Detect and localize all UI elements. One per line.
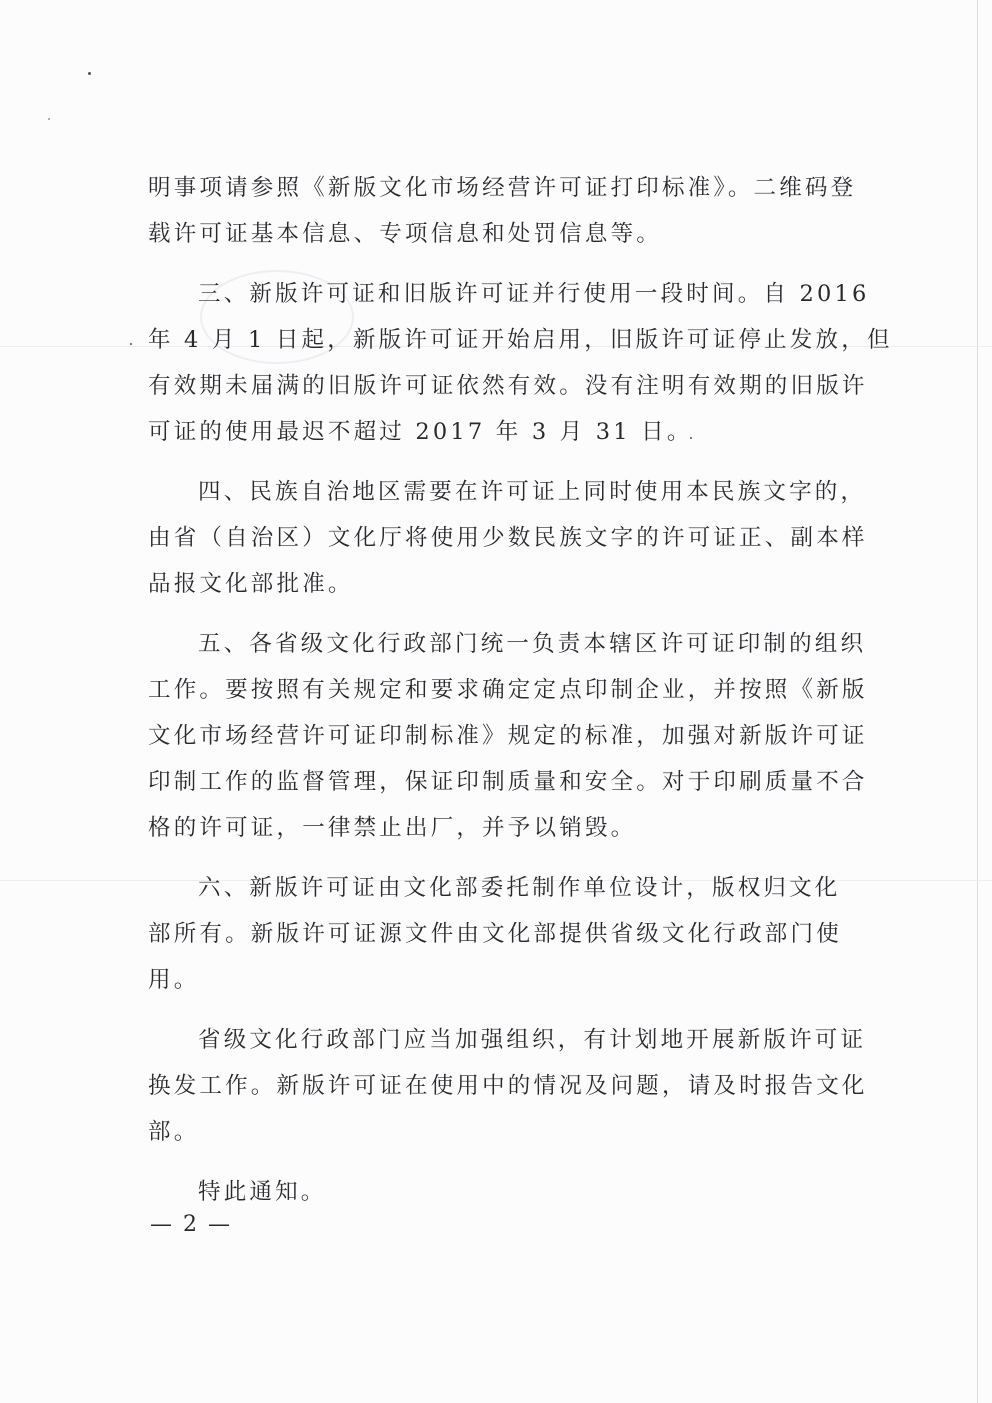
- text-line: 印制工作的监督管理，保证印制质量和安全。对于印刷质量不合: [148, 769, 868, 795]
- text-line: 用。: [148, 967, 200, 993]
- scan-edge: [977, 0, 978, 1403]
- text-line: 特此通知。: [198, 1179, 327, 1205]
- text-line: 四、民族自治地区需要在许可证上同时使用本民族文字的，: [198, 479, 867, 505]
- text-line: 格的许可证，一律禁止出厂，并予以销毁。: [148, 815, 637, 841]
- scan-speck: [48, 118, 50, 120]
- text-line: 工作。要按照有关规定和要求确定定点印制企业，并按照《新版: [148, 677, 868, 703]
- document-body: [148, 165, 893, 1215]
- text-line: 换发工作。新版许可证在使用中的情况及问题，请及时报告文化: [148, 1073, 868, 1099]
- text-line: 有效期未届满的旧版许可证依然有效。没有注明有效期的旧版许: [148, 373, 868, 399]
- text-line: 文化市场经营许可证印制标准》规定的标准，加强对新版许可证: [148, 723, 868, 749]
- text-line: 品报文化部批准。: [148, 571, 354, 597]
- text-line: 载许可证基本信息、专项信息和处罚信息等。: [148, 221, 663, 247]
- page-number: — 2 —: [150, 1212, 232, 1237]
- text-line: 部所有。新版许可证源文件由文化部提供省级文化行政部门使: [148, 921, 842, 947]
- scan-speck: [130, 343, 132, 345]
- text-line: 三、新版许可证和旧版许可证并行使用一段时间。自 2016: [198, 281, 870, 307]
- text-line: 明事项请参照《新版文化市场经营许可证打印标准》。二维码登: [148, 175, 857, 201]
- text-line: 部。: [148, 1119, 200, 1145]
- text-line: 年 4 月 1 日起，新版许可证开始启用，旧版许可证停止发放，但: [148, 327, 893, 353]
- text-line: 由省（自治区）文化厅将使用少数民族文字的许可证正、副本样: [148, 525, 868, 551]
- text-line: 六、新版许可证由文化部委托制作单位设计，版权归文化: [198, 875, 841, 901]
- text-line: 五、各省级文化行政部门统一负责本辖区许可证印制的组织: [198, 631, 867, 657]
- text-line: 可证的使用最迟不超过 2017 年 3 月 31 日。: [148, 419, 693, 445]
- scan-speck: [88, 72, 91, 75]
- text-line: 省级文化行政部门应当加强组织，有计划地开展新版许可证: [198, 1027, 867, 1053]
